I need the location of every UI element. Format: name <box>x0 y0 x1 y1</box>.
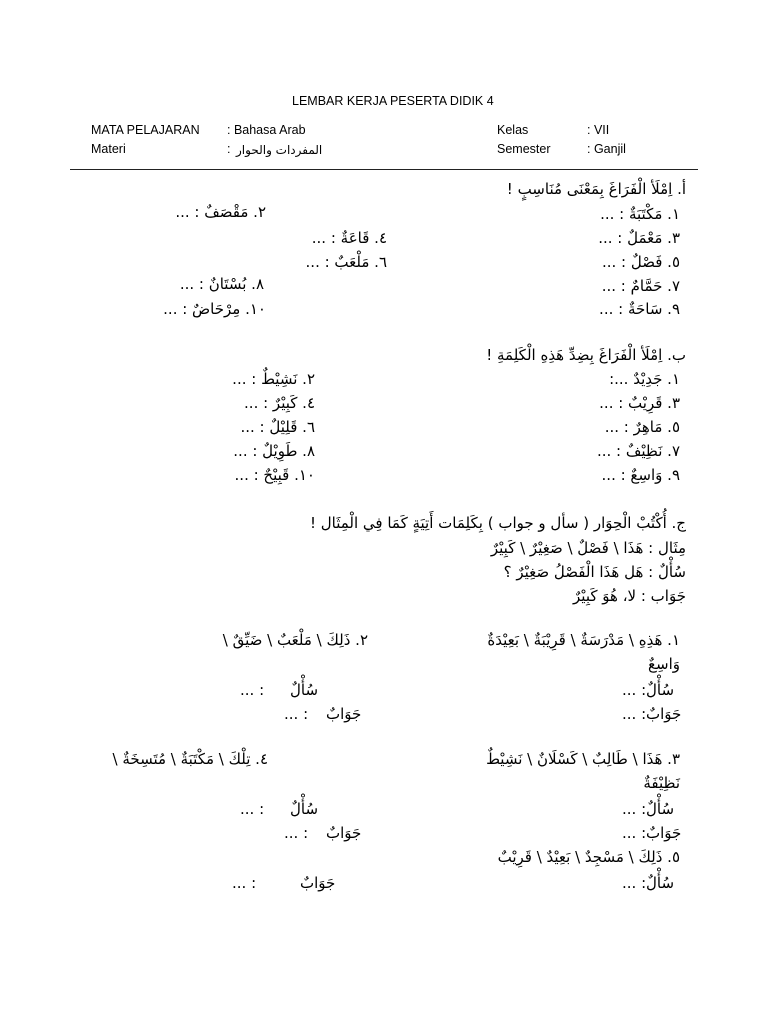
section-a-item-5: ٥. فَصْلٌ : ... <box>601 253 680 271</box>
section-c-instruction: ج. أُكْتُبْ الْحِوَار ( سأل و جواب ) بِكَلِمَات أَتِيَةٍ كَمَا فِي الْمِثَال ! <box>309 514 686 532</box>
section-a-item-8: ٨. بُسْتَانٌ : ... <box>179 275 264 293</box>
worksheet-title: LEMBAR KERJA PESERTA DIDIK 4 <box>292 94 494 108</box>
q4-jawab-blank: ... : <box>284 824 309 842</box>
q4-question-blank: ... : <box>240 800 265 818</box>
section-b-item-4: ٤. كَبِيْرٌ : ... <box>244 394 315 412</box>
material-colon: : <box>227 142 231 156</box>
section-b-item-3: ٣. قَرِيْبٌ : ... <box>599 394 680 412</box>
q2-jawab-blank: ... : <box>284 705 309 723</box>
class-value: : VII <box>587 123 610 137</box>
q1-jawab-label: جَوَابٌ <box>646 705 682 723</box>
material-label: Materi <box>91 142 126 156</box>
section-b-item-6: ٦. قَلِيْلٌ : ... <box>240 418 315 436</box>
q2-question-blank: ... : <box>240 681 265 699</box>
q1-answer-blank: ... : <box>622 681 647 699</box>
header-divider <box>70 169 698 170</box>
q3-question-blank: ... : <box>622 800 647 818</box>
q4-jawab-label: جَوَابٌ <box>326 824 362 842</box>
q1-jawab-blank: ... : <box>622 705 647 723</box>
q3-jawab-blank: ... : <box>622 824 647 842</box>
section-c-question-4: ٤. تِلْكَ \ مَكْتَبَةٌ \ مُتَسِخَةٌ \ <box>112 750 268 768</box>
section-c-example-line-3: جَوَاب : لا، هُوَ كَبِيْرٌ <box>573 587 686 605</box>
section-c-question-3-continued: نَظِيْفَةٌ <box>643 774 680 792</box>
q5-question-blank: ... : <box>622 874 647 892</box>
q5-jawab-blank: ... : <box>232 874 257 892</box>
section-c-question-1: ١. هَذِهِ \ مَدْرَسَةٌ \ قَرِيْبَةٌ \ بَعِيْدَةٌ <box>487 631 680 649</box>
section-a-instruction: أ. اِمْلَأ الْفَرَاغَ بِمَعْنَى مُنَاسِبٍ ! <box>506 180 686 198</box>
section-a-item-1: ١. مَكْتَبَةٌ : ... <box>600 205 680 223</box>
section-c-question-2: ٢. ذَلِكَ \ مَلْعَبٌ \ ضَيِّقٌ \ <box>222 631 368 649</box>
section-b-item-5: ٥. مَاهِرٌ : ... <box>604 418 680 436</box>
q4-question-label: سُأْلٌ <box>290 800 319 818</box>
section-a-item-2: ٢. مَقْصَفٌ : ... <box>175 203 266 221</box>
section-b-item-9: ٩. وَاسِعٌ : ... <box>601 466 680 484</box>
section-b-item-2: ٢. نَشِيْطٌ : ... <box>232 370 315 388</box>
section-b-item-1: ١. جَدِيْدٌ ...: <box>609 370 680 388</box>
q2-jawab-label: جَوَابٌ <box>326 705 362 723</box>
q2-question-label: سُأْلٌ <box>290 681 319 699</box>
section-c-question-5: ٥. ذَلِكَ \ مَسْجِدٌ \ بَعِيْدٌ \ قَرِيْبٌ <box>497 848 680 866</box>
q3-question-label: سُأْلٌ <box>646 800 675 818</box>
material-value: المفردات والحوار <box>236 143 323 157</box>
section-c-question-3: ٣. هَذَا \ طَالِبٌ \ كَسْلَانٌ \ نَشِيْطٌ <box>486 750 680 768</box>
section-c-example-line-1: مِثَال : هَذَا \ فَصْلٌ \ صَغِيْرٌ \ كَبِيْرٌ <box>490 539 686 557</box>
semester-value: : Ganjil <box>587 142 626 156</box>
q3-jawab-label: جَوَابٌ <box>646 824 682 842</box>
q5-jawab-label: جَوَابٌ <box>300 874 336 892</box>
section-a-item-9: ٩. سَاحَةٌ : ... <box>599 300 680 318</box>
section-b-instruction: ب. اِمْلَأ الْفَرَاغَ بِضِدِّ هَذِهِ الْكَلِمَةِ ! <box>486 346 686 364</box>
section-a-item-4: ٤. قَاعَةٌ : ... <box>311 229 387 247</box>
subject-label: MATA PELAJARAN <box>91 123 200 137</box>
section-c-example-line-2: سُأْلٌ : هَل هَذَا الْفَصْلُ صَغِيْرٌ ؟ <box>503 563 686 581</box>
semester-label: Semester <box>497 142 551 156</box>
section-a-item-3: ٣. مَعْمَلٌ : ... <box>598 229 680 247</box>
section-a-item-7: ٧. حَمَّامٌ : ... <box>601 277 680 295</box>
section-a-item-10: ١٠. مِرْحَاضٌ : ... <box>163 300 266 318</box>
section-c-question-1-continued: وَاسِعٌ <box>648 655 680 673</box>
q1-question-label: سُأْلٌ <box>646 681 675 699</box>
section-a-item-6: ٦. مَلْعَبٌ : ... <box>305 253 387 271</box>
subject-value: : Bahasa Arab <box>227 123 306 137</box>
section-b-item-10: ١٠. قَبِيْحٌ : ... <box>234 466 315 484</box>
class-label: Kelas <box>497 123 529 137</box>
section-b-item-8: ٨. طَوِيْلٌ : ... <box>233 442 315 460</box>
q5-question-label: سُأْلٌ <box>646 874 675 892</box>
section-b-item-7: ٧. نَظِيْفٌ : ... <box>596 442 680 460</box>
